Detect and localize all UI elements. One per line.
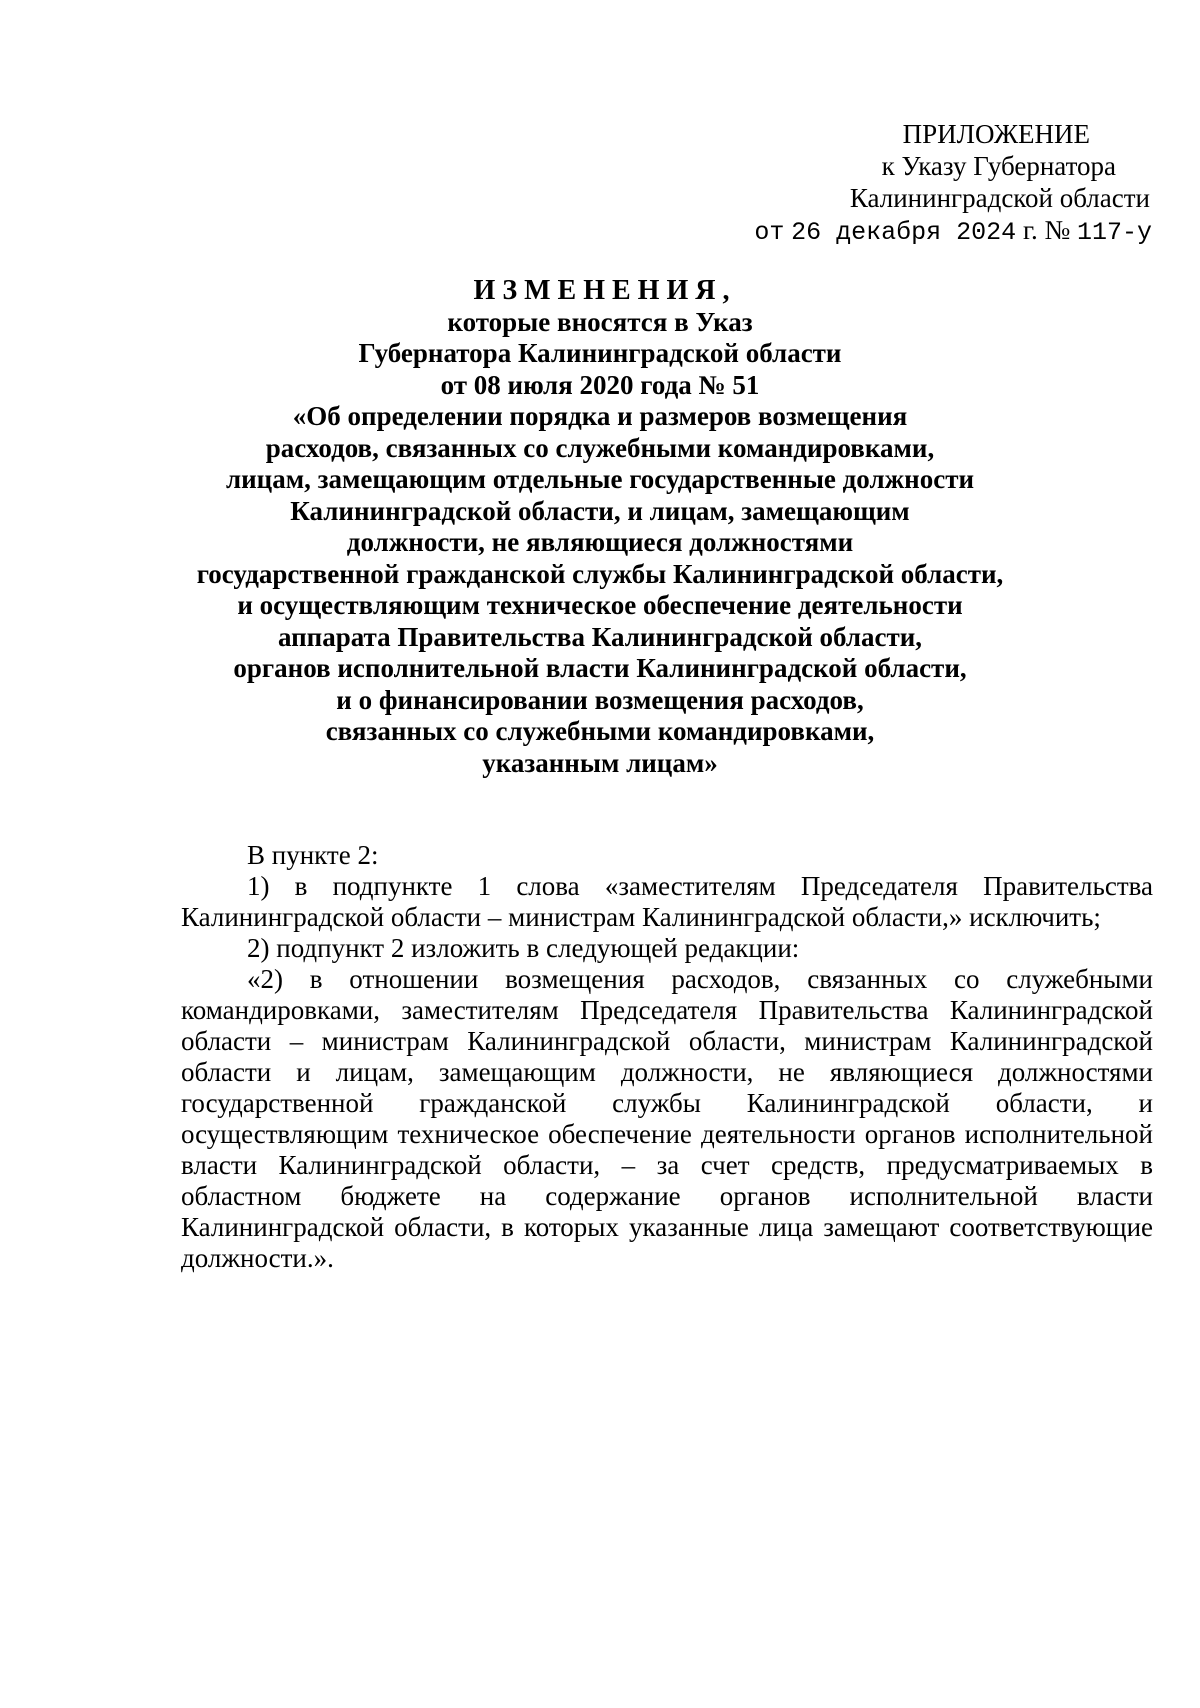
title-line: связанных со служебными командировками, (325, 716, 875, 746)
appendix-label: ПРИЛОЖЕНИЕ (902, 119, 1090, 149)
title-line: Калининградской области, и лицам, замещающим (290, 495, 910, 526)
title-line: аппарата Правительства Калининградской области, (277, 621, 923, 652)
appendix-number: 117-у (1076, 218, 1152, 247)
title-line: «Об определении порядка и размеров возмещения (292, 401, 908, 431)
appendix-date-value: 26 декабря 2024 (791, 218, 1017, 247)
appendix-date-prefix: от (754, 218, 785, 247)
appendix-header (732, 118, 1152, 249)
body-paragraph-item-2: 2) подпункт 2 изложить в следующей редакции: (247, 933, 800, 963)
title-line: должности, не являющиеся должностями (346, 527, 854, 557)
title-line: и осуществляющим техническое обеспечение деятельности (237, 590, 963, 620)
title-line: Губернатора Калининградской области (358, 338, 842, 368)
body-paragraph-item-1: 1) в подпункте 1 слова «заместителям Председателя Правительства Калининградской области – министрам Калининградской области,» исключить; (181, 871, 1153, 932)
title-line: которые вносятся в Указ (447, 306, 753, 337)
title-line: указанным лицам» (482, 747, 718, 778)
title-line: от 08 июля 2020 года № 51 (440, 369, 760, 400)
title-line: лицам, замещающим отдельные государственные должности (225, 464, 975, 494)
body-paragraph-intro: В пункте 2: (247, 840, 379, 870)
appendix-region: Калининградской области (849, 183, 1150, 213)
document-body (181, 840, 1153, 1274)
title-line: органов исполнительной власти Калининградской области, (233, 653, 967, 683)
appendix-date-g: г. № (1022, 215, 1071, 245)
title-heading: ИЗМЕНЕНИЯ, (473, 275, 737, 306)
appendix-date-line (732, 214, 1152, 249)
title-line: расходов, связанных со служебными командировками, (265, 432, 935, 463)
title-line: и о финансировании возмещения расходов, (336, 684, 864, 715)
document-title (0, 275, 1200, 779)
appendix-decree-ref: к Указу Губернатора (881, 151, 1116, 181)
body-paragraph-new-wording: «2) в отношении возмещения расходов, связанных со служебными командировками, заместителям Председателя Правительства Калининградской области – министрам Калининградской области, министрам Калининградской области и лицам, замещающим должности, не являющиеся должностями государственной гражданской службы Калининградской области, и осуществляющим техническое обеспечение деятельности органов исполнительной власти Калининградской области, – за счет средств, предусматриваемых в областном бюджете на содержание органов исполнительной власти Калининградской области, в которых указанные лица замещают соответствующие должности.». (181, 964, 1153, 1273)
title-line: государственной гражданской службы Калининградской области, (196, 558, 1004, 589)
